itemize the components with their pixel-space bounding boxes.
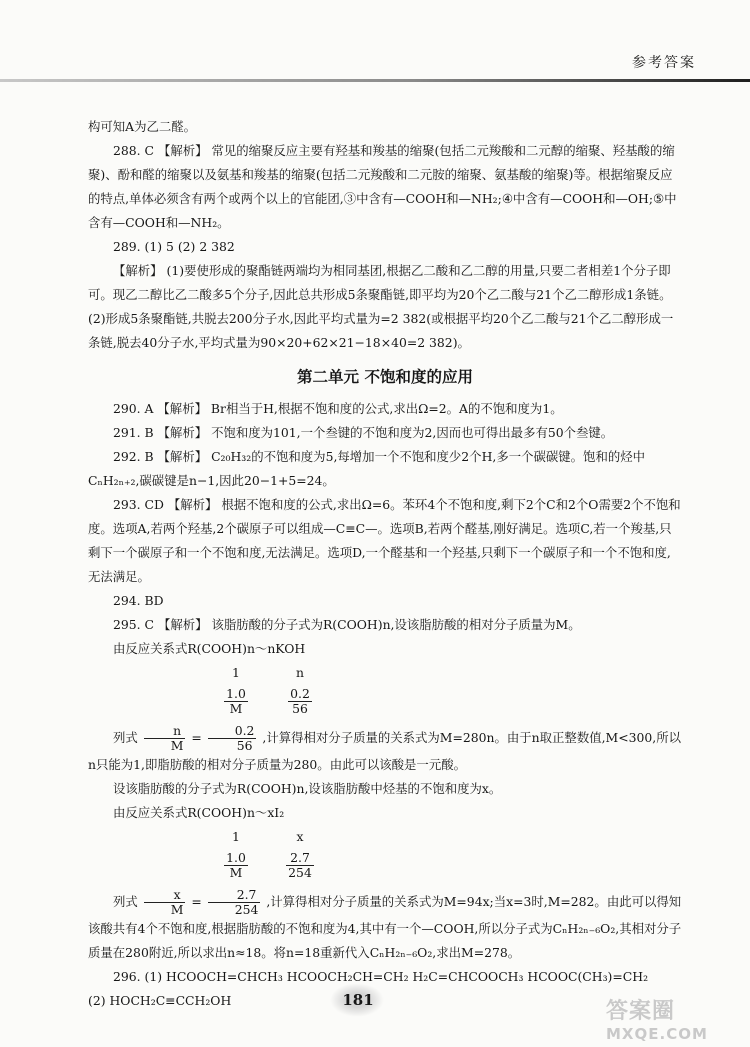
answer-289: 289. (1) 5 (2) 2 382 bbox=[113, 239, 235, 254]
ratio-row-1 bbox=[213, 661, 323, 685]
answer-295: 295. C 【解析】 该脂肪酸的分子式为R(COOH)n,设该脂肪酸的相对分子质量为M。 bbox=[113, 617, 581, 632]
answer-289-explanation: 【解析】 (1)要使形成的聚酯链两端均为相同基团,根据乙二酸和乙二醇的用量,只要二者相差1个分子即可。现乙二醇比乙二酸多5个分子,因此总共形成5条聚酯链,即平均为20个乙二酸与21个乙二醇形成1条链。(2)形成5条聚酯链,共脱去200分子水,因此平均式量为=2 382(或根据平均20个乙二酸与21个乙二醇形成一条链,脱去40分子水,平均式量为90×20+62×21−18×40=2 382)。 bbox=[88, 263, 674, 350]
reaction-relation-1: 由反应关系式R(COOH)n～nKOH bbox=[113, 641, 306, 656]
answer-291: 291. B 【解析】 不饱和度为101,一个叁键的不饱和度为2,因而也可得出最多有50个叁键。 bbox=[113, 425, 614, 440]
watermark-logo: 答案圈 MXQE.COM bbox=[606, 999, 708, 1043]
ratio-row-2 bbox=[213, 825, 323, 849]
reaction-relation-2: 由反应关系式R(COOH)n～xI₂ bbox=[113, 805, 285, 820]
ratio-value: n bbox=[296, 665, 304, 680]
answer-288: 288. C 【解析】 常见的缩聚反应主要有羟基和羧基的缩聚(包括二元羧酸和二元醇的缩聚、羟基酸的缩聚)、酚和醛的缩聚以及氨基和羧基的缩聚(包括二元羧酸和二元胺的缩聚、氨基酸的缩聚)等。根据缩聚反应的特点,单体必须含有两个或两个以上的官能团,③中含有—COOH和—NH₂;④中含有—COOH和—OH;⑤中含有—COOH和—NH₂。 bbox=[88, 143, 677, 230]
ratio-value: 1 bbox=[232, 665, 240, 680]
fraction: $\frac{1.0}{M}$ bbox=[226, 850, 246, 880]
header-label: 参考答案 bbox=[632, 55, 696, 71]
ratio-value: 1 bbox=[232, 829, 240, 844]
text-line: 构可知A为乙二醛。 bbox=[88, 119, 197, 134]
fraction: $\frac{2.7}{254}$ bbox=[288, 850, 312, 880]
answer-content bbox=[88, 115, 682, 1013]
unit-title: 第二单元 不饱和度的应用 bbox=[297, 368, 473, 386]
answer-294: 294. BD bbox=[113, 593, 164, 608]
page-number: 181 bbox=[336, 985, 380, 1015]
equation-1: 列式 $\frac{n}{M}$ = $\frac{0.2}{56}$ ,计算得相对分子质量的关系式为M=280n。由于n取正整数值,M<300,所以n只能为1,即脂肪酸的相对分子质量为280。由此可以该酸是一元酸。 bbox=[88, 723, 681, 772]
answer-292: 292. B 【解析】 C₂₀H₃₂的不饱和度为5,每增加一个不饱和度少2个H,多一个碳碳键。饱和的烃中CₙH₂ₙ₊₂,碳碳键是n−1,因此20−1+5=24。 bbox=[88, 449, 646, 488]
fraction: $\frac{1.0}{M}$ bbox=[226, 686, 246, 716]
fraction-row-1 bbox=[213, 687, 323, 716]
answer-296-part1: 296. (1) HCOOCH=CHCH₃ HCOOCH₂CH=CH₂ H₂C=CHCOOCH₃ HCOOC(CH₃)=CH₂ bbox=[113, 969, 649, 984]
fraction: $\frac{0.2}{56}$ bbox=[290, 686, 310, 716]
header-rule bbox=[0, 79, 750, 82]
fraction-row-2 bbox=[213, 851, 323, 880]
answer-293: 293. CD 【解析】 根据不饱和度的公式,求出Ω=6。苯环4个不饱和度,剩下2个C和2个O需要2个不饱和度。选项A,若两个羟基,2个碳原子可以组成—C≡C—。选项B,若两个醛基,刚好满足。选项C,若一个羧基,只剩下一个碳原子和一个不饱和度,无法满足。选项D,一个醛基和一个羟基,只剩下一个碳原子和一个不饱和度,无法满足。 bbox=[88, 497, 681, 584]
equation-2: 列式 $\frac{x}{M}$ = $\frac{2.7}{254}$ ,计算得相对分子质量的关系式为M=94x;当x=3时,M=282。由此可以得知该酸共有4个不饱和度,根据脂肪酸的不饱和度为4,其中有一个—COOH,所以分子式为CₙH₂ₙ₋₆O₂,其相对分子质量在280附近,所以求出n≈18。将n=18重新代入CₙH₂ₙ₋₆O₂,求出M=278。 bbox=[88, 887, 682, 960]
statement-2: 设该脂肪酸的分子式为R(COOH)n,设该脂肪酸中烃基的不饱和度为x。 bbox=[113, 781, 502, 796]
answer-296-part2: (2) HOCH₂C≡CCH₂OH bbox=[88, 993, 232, 1008]
answer-290: 290. A 【解析】 Br相当于H,根据不饱和度的公式,求出Ω=2。A的不饱和度为1。 bbox=[113, 401, 563, 416]
ratio-value: x bbox=[296, 829, 304, 844]
